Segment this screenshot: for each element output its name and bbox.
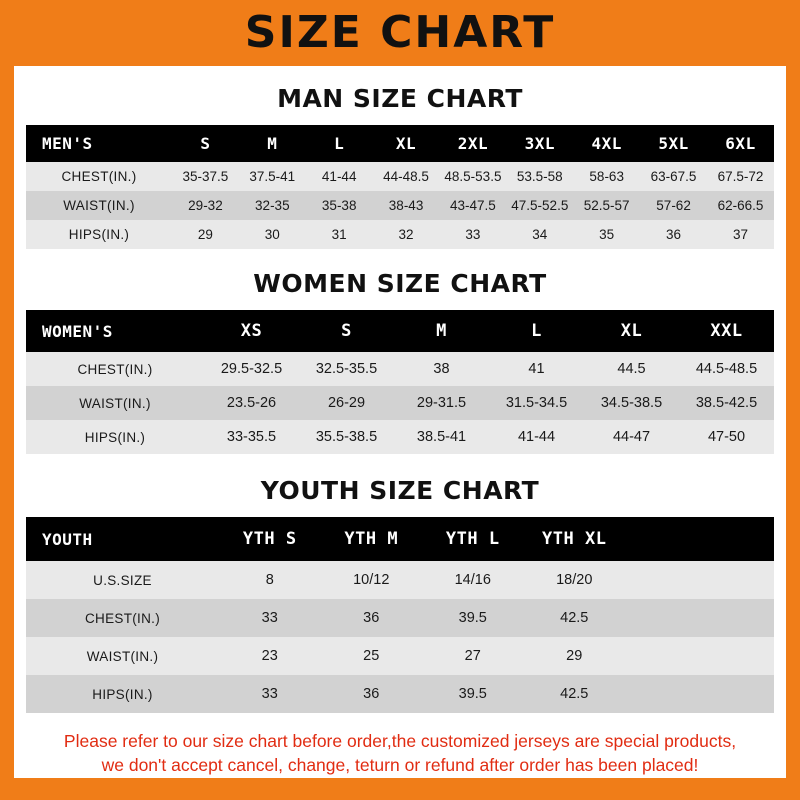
- column-header: 3XL: [524, 134, 556, 153]
- cell: 30: [239, 220, 306, 249]
- cell: 36: [321, 599, 423, 637]
- cell: 38-43: [373, 191, 440, 220]
- column-header: XL: [395, 134, 417, 153]
- cell: 38.5-41: [394, 420, 489, 454]
- column-header: XS: [240, 321, 263, 341]
- column-header-spacer: [625, 517, 774, 561]
- cell: 41: [489, 352, 584, 386]
- cell: 53.5-58: [506, 162, 573, 191]
- footer-bar: [14, 778, 786, 800]
- cell: 27: [422, 637, 524, 675]
- cell: 48.5-53.5: [440, 162, 507, 191]
- table-row: [26, 637, 774, 675]
- cell: 31: [306, 220, 373, 249]
- cell: 63-67.5: [640, 162, 707, 191]
- table-row: [26, 675, 774, 713]
- cell: 62-66.5: [707, 191, 774, 220]
- cell: 18/20: [524, 561, 626, 599]
- row-label: HIPS(IN.): [26, 675, 219, 713]
- cell: 32.5-35.5: [299, 352, 394, 386]
- cell: 67.5-72: [707, 162, 774, 191]
- column-header: YTH M: [344, 529, 399, 549]
- table-header-row: [26, 310, 774, 352]
- table-header-row: [26, 125, 774, 162]
- cell: 29: [524, 637, 626, 675]
- table-row: [26, 420, 774, 454]
- cell: 34.5-38.5: [584, 386, 679, 420]
- cell: 32: [373, 220, 440, 249]
- cell: 29: [172, 220, 239, 249]
- cell: 41-44: [306, 162, 373, 191]
- cell: 33-35.5: [204, 420, 299, 454]
- cell: 32-35: [239, 191, 306, 220]
- cell: 35-37.5: [172, 162, 239, 191]
- cell-spacer: [625, 599, 774, 637]
- cell-spacer: [625, 675, 774, 713]
- cell: 34: [506, 220, 573, 249]
- column-header: 4XL: [591, 134, 622, 153]
- cell: 47.5-52.5: [506, 191, 573, 220]
- column-header: XXL: [710, 321, 743, 341]
- cell: 14/16: [422, 561, 524, 599]
- cell: 35: [573, 220, 640, 249]
- banner-title: SIZE CHART: [244, 7, 556, 58]
- cell: 42.5: [524, 599, 626, 637]
- row-label: HIPS(IN.): [26, 420, 204, 454]
- column-header: L: [531, 321, 542, 341]
- table-row: [26, 220, 774, 249]
- column-header: S: [200, 134, 211, 153]
- cell: 44.5-48.5: [679, 352, 774, 386]
- table-row: [26, 162, 774, 191]
- cell: 44-48.5: [373, 162, 440, 191]
- notice-text: [36, 729, 764, 777]
- table-row: [26, 191, 774, 220]
- notice-line-1: Please refer to our size chart before order,the customized jerseys are special products,: [63, 731, 737, 751]
- cell: 52.5-57: [573, 191, 640, 220]
- cell: 42.5: [524, 675, 626, 713]
- cell-spacer: [625, 637, 774, 675]
- row-label: CHEST(IN.): [26, 162, 172, 191]
- cell: 39.5: [422, 675, 524, 713]
- cell: 38: [394, 352, 489, 386]
- cell: 41-44: [489, 420, 584, 454]
- youth-size-table: [26, 517, 774, 713]
- column-header: L: [334, 134, 345, 153]
- cell: 29-32: [172, 191, 239, 220]
- cell: 29-31.5: [394, 386, 489, 420]
- column-header: WOMEN'S: [42, 321, 113, 341]
- notice-line-2: we don't accept cancel, change, teturn or refund after order has been placed!: [101, 755, 699, 776]
- row-label: HIPS(IN.): [26, 220, 172, 249]
- cell: 36: [640, 220, 707, 249]
- cell: 25: [321, 637, 423, 675]
- row-label: WAIST(IN.): [26, 386, 204, 420]
- youth-section-title: YOUTH SIZE CHART: [260, 476, 540, 505]
- cell: 47-50: [679, 420, 774, 454]
- cell: 43-47.5: [440, 191, 507, 220]
- cell: 23.5-26: [204, 386, 299, 420]
- column-header: 6XL: [725, 134, 756, 153]
- cell: 23: [219, 637, 321, 675]
- table-row: [26, 386, 774, 420]
- cell: 37.5-41: [239, 162, 306, 191]
- column-header: M: [267, 134, 278, 153]
- row-label: WAIST(IN.): [26, 191, 172, 220]
- table-row: [26, 561, 774, 599]
- cell: 38.5-42.5: [679, 386, 774, 420]
- cell: 57-62: [640, 191, 707, 220]
- column-header: XL: [620, 321, 643, 341]
- column-header: 5XL: [658, 134, 689, 153]
- column-header: 2XL: [457, 134, 489, 153]
- cell: 33: [219, 675, 321, 713]
- cell: 29.5-32.5: [204, 352, 299, 386]
- cell: 10/12: [321, 561, 423, 599]
- cell-spacer: [625, 561, 774, 599]
- row-label: WAIST(IN.): [26, 637, 219, 675]
- table-row: [26, 352, 774, 386]
- cell: 44.5: [584, 352, 679, 386]
- table-row: [26, 599, 774, 637]
- content: [14, 66, 786, 778]
- women-size-table: [26, 310, 774, 454]
- man-section-title: MAN SIZE CHART: [277, 84, 523, 113]
- cell: 8: [219, 561, 321, 599]
- cell: 35-38: [306, 191, 373, 220]
- column-header: YOUTH: [42, 529, 93, 549]
- cell: 44-47: [584, 420, 679, 454]
- women-section-title: WOMEN SIZE CHART: [253, 269, 547, 298]
- row-label: CHEST(IN.): [26, 599, 219, 637]
- cell: 26-29: [299, 386, 394, 420]
- column-header: MEN'S: [42, 134, 93, 153]
- cell: 37: [707, 220, 774, 249]
- cell: 39.5: [422, 599, 524, 637]
- column-header: YTH XL: [542, 529, 607, 549]
- column-header: M: [436, 321, 447, 341]
- cell: 36: [321, 675, 423, 713]
- banner: [14, 0, 786, 66]
- cell: 31.5-34.5: [489, 386, 584, 420]
- cell: 33: [219, 599, 321, 637]
- column-header: YTH S: [242, 529, 297, 549]
- cell: 58-63: [573, 162, 640, 191]
- cell: 35.5-38.5: [299, 420, 394, 454]
- cell: 33: [440, 220, 507, 249]
- row-label: U.S.SIZE: [26, 561, 219, 599]
- table-header-row: [26, 517, 774, 561]
- column-header: S: [341, 321, 352, 341]
- man-size-table: [26, 125, 774, 249]
- column-header: YTH L: [445, 529, 500, 549]
- row-label: CHEST(IN.): [26, 352, 204, 386]
